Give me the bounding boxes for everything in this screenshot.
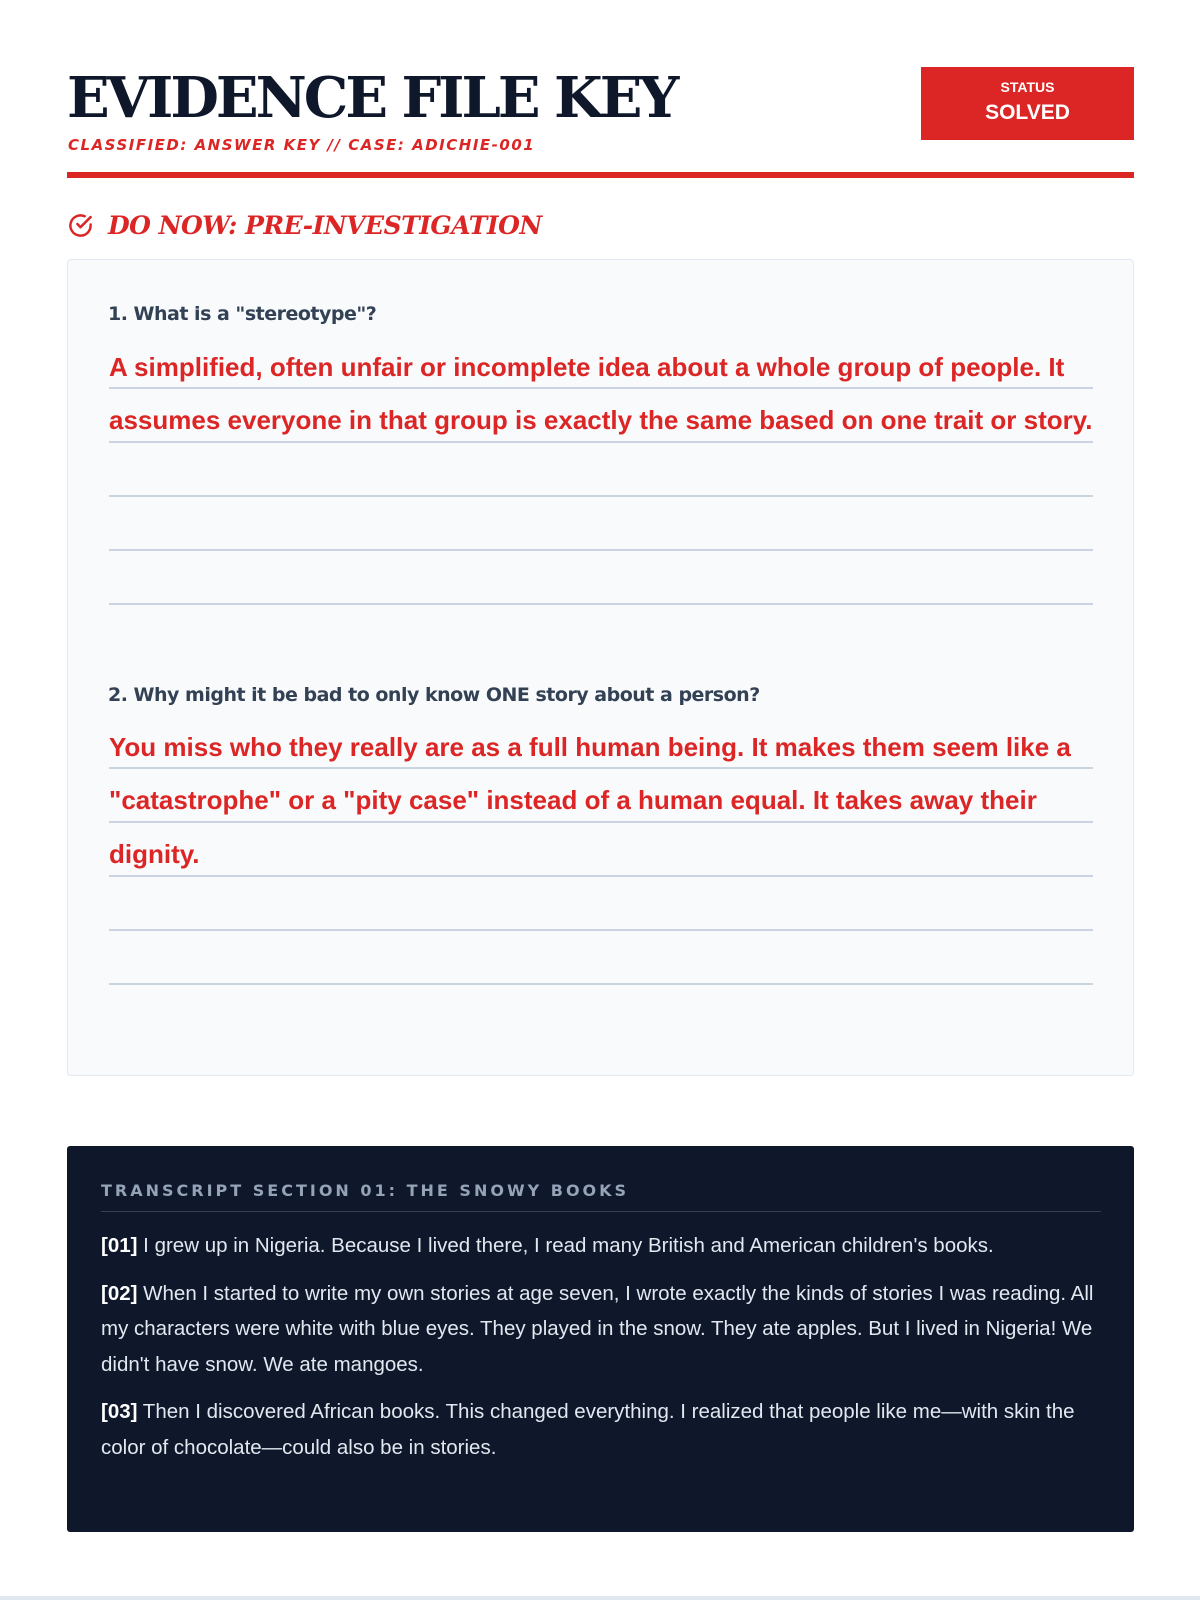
- paragraph-number: [02]: [101, 1281, 138, 1305]
- section-title: DO NOW: PRE-INVESTIGATION: [108, 211, 542, 240]
- question-2-answer: You miss who they really are as a full human being. It makes them seem like a "catastrophe" or a "pity case" instead of a human equal. It takes away their dignity.: [109, 732, 1071, 869]
- paragraph-text: I grew up in Nigeria. Because I lived there, I read many British and American children's books.: [143, 1234, 994, 1257]
- transcript-divider: [101, 1211, 1101, 1212]
- paragraph-text: Then I discovered African books. This changed everything. I realized that people like me—with skin the color of chocolate—could also be in stories.: [101, 1400, 1075, 1459]
- check-circle-icon: [67, 212, 94, 239]
- paragraph-text: When I started to write my own stories at age seven, I wrote exactly the kinds of stories I was reading. All my characters were white with blue eyes. They played in the snow. They ate apples. But I lived in Nigeria! We didn't have snow. We ate mangoes.: [101, 1281, 1094, 1376]
- header-divider: [67, 172, 1134, 178]
- status-badge: [921, 67, 1134, 140]
- page-bottom-edge: [0, 1596, 1200, 1600]
- question-1-answer-area: [109, 335, 1093, 655]
- paragraph-number: [01]: [101, 1234, 138, 1257]
- transcript-title: TRANSCRIPT SECTION 01: THE SNOWY BOOKS: [101, 1181, 630, 1200]
- page-title: EVIDENCE FILE KEY: [67, 65, 677, 131]
- paragraph-number: [03]: [101, 1400, 138, 1423]
- transcript-panel: [67, 1146, 1134, 1532]
- transcript-paragraph: [101, 1228, 1101, 1264]
- question-1-prompt: 1. What is a "stereotype"?: [108, 303, 377, 325]
- transcript-paragraph: [101, 1276, 1101, 1383]
- status-label: STATUS: [1000, 79, 1055, 95]
- question-2-answer-area: [109, 715, 1093, 1035]
- question-2-prompt: 2. Why might it be bad to only know ONE story about a person?: [108, 684, 760, 706]
- transcript-paragraph: [101, 1394, 1101, 1465]
- status-value: SOLVED: [985, 101, 1070, 124]
- transcript-body: [101, 1228, 1101, 1477]
- case-subtitle: CLASSIFIED: ANSWER KEY // CASE: ADICHIE-001: [68, 136, 536, 154]
- question-1-answer: A simplified, often unfair or incomplete idea about a whole group of people. It assumes everyone in that group is exactly the same based on one trait or story.: [109, 352, 1093, 436]
